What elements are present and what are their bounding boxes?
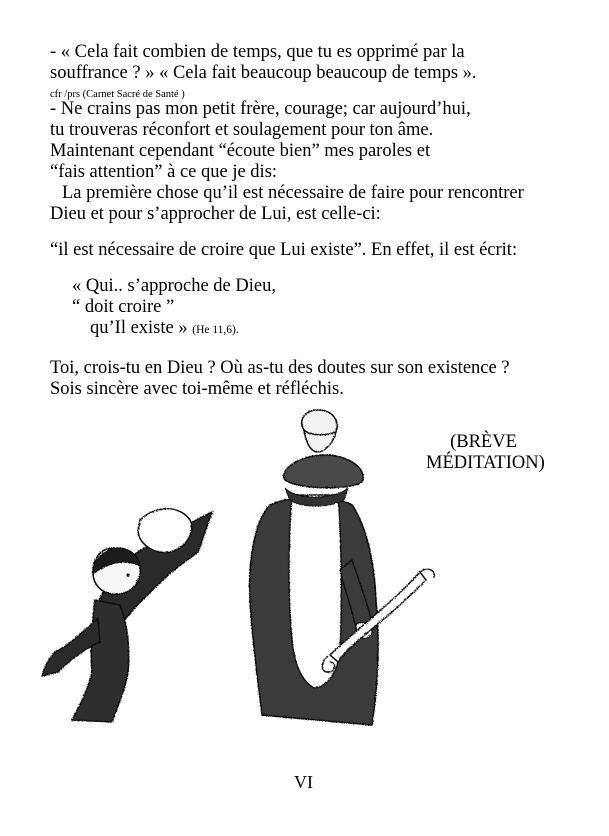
text-line-1: - « Cela fait combien de temps, que tu es opprimé par la <box>50 42 465 62</box>
monk-figure <box>250 410 378 725</box>
text-line-9: “il est nécessaire de croire que Lui existe”. En effet, il est écrit: <box>50 240 518 260</box>
text-line-4: tu trouveras réconfort et soulagement pour ton âme. <box>50 120 434 140</box>
quote-line-2: “ doit croire ” <box>72 297 175 317</box>
text-line-11: Sois sincère avec toi-même et réfléchis. <box>50 379 344 399</box>
caption-line-1: (BRÈVE <box>450 432 517 452</box>
text-line-8: Dieu et pour s’approcher de Lui, est celle-ci: <box>50 204 381 224</box>
bible-citation: (He 11,6). <box>192 324 239 336</box>
text-line-10: Toi, crois-tu en Dieu ? Où as-tu des doutes sur son existence ? <box>50 358 510 378</box>
text-line-3: - Ne crains pas mon petit frère, courage; car aujourd’hui, <box>50 99 471 119</box>
page-number: VI <box>294 772 313 792</box>
text-line-2: souffrance ? » « Cela fait beaucoup beaucoup de temps ». <box>50 63 477 83</box>
quote-text: qu’Il existe » <box>90 318 188 338</box>
caption-line-2: MÉDITATION) <box>426 453 545 473</box>
text-line-6: “fais attention” à ce que je dis: <box>50 162 278 182</box>
text-line-7: La première chose qu’il est nécessaire de faire pour rencontrer <box>62 183 524 203</box>
child-figure <box>42 509 212 722</box>
reference-note: cfr /prs (Carnet Sacré de Santé ) <box>50 89 185 100</box>
text-line-5: Maintenant cependant “écoute bien” mes paroles et <box>50 141 431 161</box>
quote-line-1: « Qui.. s’approche de Dieu, <box>72 276 276 296</box>
caption <box>426 432 545 474</box>
quote-line-3 <box>90 318 239 340</box>
